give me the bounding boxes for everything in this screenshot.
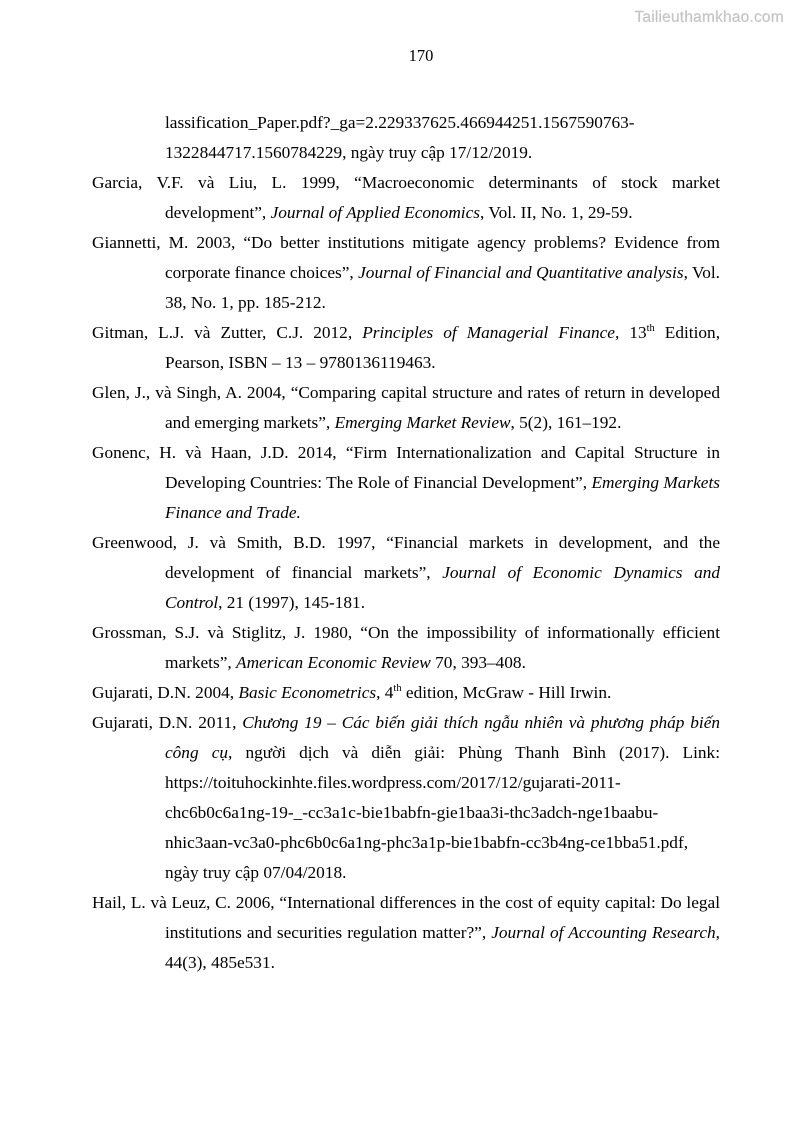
- reference-entry: [92, 438, 720, 528]
- plain-text: Hail, L. và Leuz, C. 2006, “International differences in the cost of equity capital: Do legal institutions and securities regulation matter?”,: [92, 893, 720, 942]
- plain-text: Garcia, V.F. và Liu, L. 1999, “Macroeconomic determinants of stock market development”,: [92, 173, 720, 222]
- italic-text: Journal of Accounting Research: [491, 923, 716, 942]
- plain-text: , 13: [614, 323, 647, 342]
- plain-text: Gitman, L.J. và Zutter, C.J. 2012,: [92, 323, 363, 342]
- plain-text: Grossman, S.J. và Stiglitz, J. 1980, “On the impossibility of informationally efficient markets”,: [92, 623, 720, 672]
- reference-entry: [92, 528, 720, 618]
- plain-text: Giannetti, M. 2003, “Do better institutions mitigate agency problems? Evidence from corporate finance choices”,: [92, 233, 720, 282]
- plain-text: Gujarati, D.N. 2004,: [92, 683, 239, 702]
- plain-text: Edition, Pearson, ISBN – 13 – 9780136119463.: [165, 323, 721, 372]
- reference-entry: [92, 708, 720, 888]
- plain-text: , người dịch và diễn giải: Phùng Thanh Bình (2017). Link: https://toituhockinhte.files.wordpress.com/2017/12/gujarati-2011-chc6b0c6a1ng-19-_-cc3a1c-bie1babfn-gie1baa3i-thc3adch-nge1baabu-nhic3aan-vc3a0-phc6b0c6a1ng-phc3a1p-bie1babfn-cc3b4ng-ce1bba51.pdf, ngày truy cập 07/04/2018.: [165, 743, 720, 882]
- italic-text: Emerging Markets Finance and Trade.: [165, 473, 720, 522]
- references-list: [92, 108, 720, 978]
- reference-entry: [92, 678, 720, 708]
- reference-entry: [92, 618, 720, 678]
- plain-text: Greenwood, J. và Smith, B.D. 1997, “Financial markets in development, and the development of financial markets”,: [92, 533, 720, 582]
- italic-text: American Economic Review: [236, 653, 431, 672]
- italic-text: Journal of Applied Economics: [270, 203, 481, 222]
- italic-text: Emerging Market Review: [334, 413, 511, 432]
- page-number: 170: [408, 46, 434, 65]
- reference-entry: [92, 318, 720, 378]
- italic-text: Journal of Economic Dynamics and Control: [165, 563, 720, 612]
- watermark: Tailieuthamkhao.com: [634, 9, 784, 26]
- italic-text: Basic Econometrics: [238, 683, 377, 702]
- italic-text: Principles of Managerial Finance: [362, 323, 615, 342]
- reference-entry: [92, 378, 720, 438]
- plain-text: 70, 393–408.: [430, 653, 526, 672]
- reference-entry: [92, 108, 720, 168]
- plain-text: , Vol. II, No. 1, 29-59.: [480, 203, 633, 222]
- plain-text: lassification_Paper.pdf?_ga=2.229337625.466944251.1567590763-1322844717.1560784229, ngày truy cập 17/12/2019.: [165, 113, 635, 162]
- superscript-text: th: [646, 323, 655, 335]
- superscript-text: th: [393, 683, 402, 695]
- reference-entry: [92, 168, 720, 228]
- plain-text: edition, McGraw - Hill Irwin.: [401, 683, 612, 702]
- italic-text: Journal of Financial and Quantitative analysis: [358, 263, 684, 282]
- plain-text: Gonenc, H. và Haan, J.D. 2014, “Firm Internationalization and Capital Structure in Developing Countries: The Role of Financial Development”,: [92, 443, 720, 492]
- plain-text: , 21 (1997), 145-181.: [218, 593, 366, 612]
- plain-text: Glen, J., và Singh, A. 2004, “Comparing capital structure and rates of return in developed and emerging markets”,: [92, 383, 720, 432]
- reference-entry: [92, 228, 720, 318]
- italic-text: Chương 19 – Các biến giải thích ngẫu nhiên và phương pháp biến công cụ: [165, 713, 720, 762]
- plain-text: Gujarati, D.N. 2011,: [92, 713, 243, 732]
- plain-text: , 5(2), 161–192.: [510, 413, 622, 432]
- plain-text: , Vol. 38, No. 1, pp. 185-212.: [165, 263, 720, 312]
- plain-text: , 4: [376, 683, 394, 702]
- plain-text: , 44(3), 485e531.: [165, 923, 720, 972]
- reference-entry: [92, 888, 720, 978]
